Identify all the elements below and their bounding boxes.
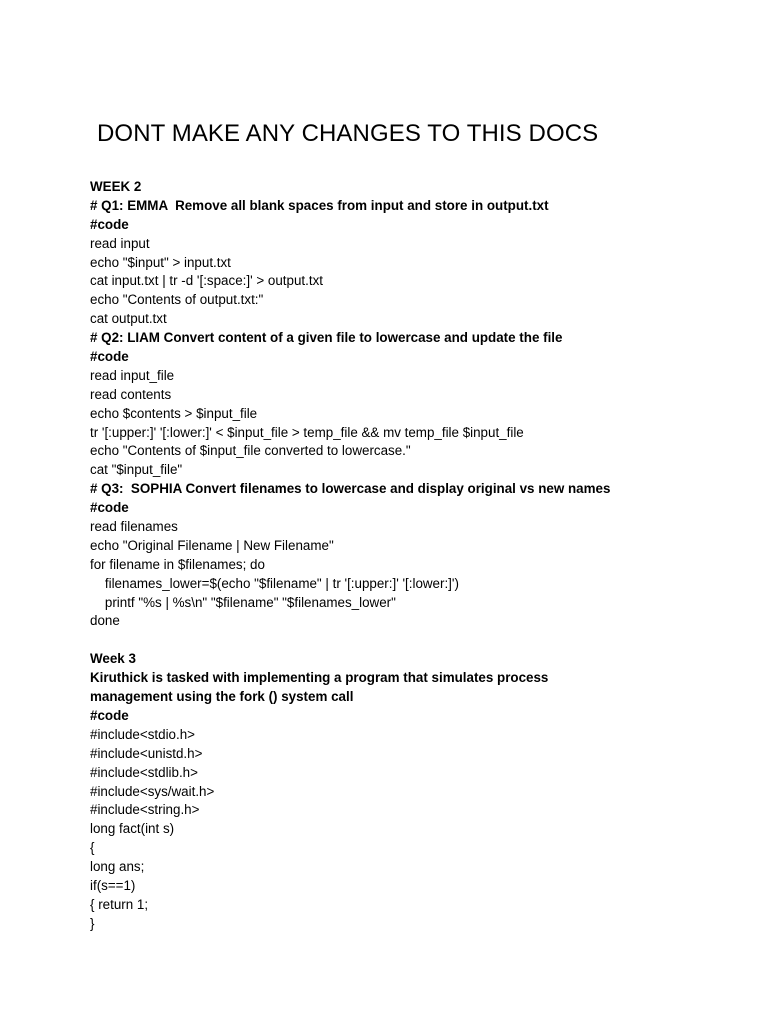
question-heading: # Q3: SOPHIA Convert filenames to lowercase and display original vs new names [90,481,611,497]
code-line: } [90,915,95,931]
code-line: { return 1; [90,896,149,912]
code-line: long fact(int s) [90,821,175,837]
code-line: echo "$input" > input.txt [90,254,231,270]
code-line: echo "Contents of $input_file converted to lowercase." [90,443,411,459]
code-line: read input_file [90,367,175,383]
task-description: Kiruthick is tasked with implementing a program that simulates process [90,670,549,686]
code-line: #include<sys/wait.h> [90,783,215,799]
code-line: cat "$input_file" [90,462,183,478]
code-line: #include<stdio.h> [90,726,195,742]
code-line: done [90,613,120,629]
code-line: read contents [90,386,172,402]
blank-line [90,631,730,650]
document-title: DONT MAKE ANY CHANGES TO THIS DOCS [97,120,599,147]
week-heading: Week 3 [90,651,136,667]
code-line: echo $contents > $input_file [90,405,258,421]
question-heading: # Q1: EMMA Remove all blank spaces from input and store in output.txt [90,197,549,213]
code-line: #include<string.h> [90,802,200,818]
code-line: tr '[:upper:]' '[:lower:]' < $input_file > temp_file && mv temp_file $input_file [90,424,524,440]
code-line: #include<unistd.h> [90,745,203,761]
code-line: long ans; [90,859,145,875]
code-line: read input [90,235,150,251]
document-body [90,178,730,934]
code-line: for filename in $filenames; do [90,556,265,572]
code-label: #code [90,707,129,723]
code-line: { [90,840,95,856]
task-description: management using the fork () system call [90,689,354,705]
code-line: read filenames [90,519,178,535]
code-label: #code [90,349,129,365]
code-line: #include<stdlib.h> [90,764,198,780]
week-heading: WEEK 2 [90,179,142,194]
question-heading: # Q2: LIAM Convert content of a given file to lowercase and update the file [90,330,563,346]
code-label: #code [90,216,129,232]
code-line: echo "Contents of output.txt:" [90,292,264,308]
code-line: cat input.txt | tr -d '[:space:]' > output.txt [90,273,323,289]
code-line: filenames_lower=$(echo "$filename" | tr '[:upper:]' '[:lower:]') [90,575,459,591]
code-line: printf "%s | %s\n" "$filename" "$filenames_lower" [90,594,396,610]
code-line: echo "Original Filename | New Filename" [90,537,334,553]
code-line: cat output.txt [90,311,167,327]
code-line: if(s==1) [90,877,136,893]
code-label: #code [90,500,129,516]
